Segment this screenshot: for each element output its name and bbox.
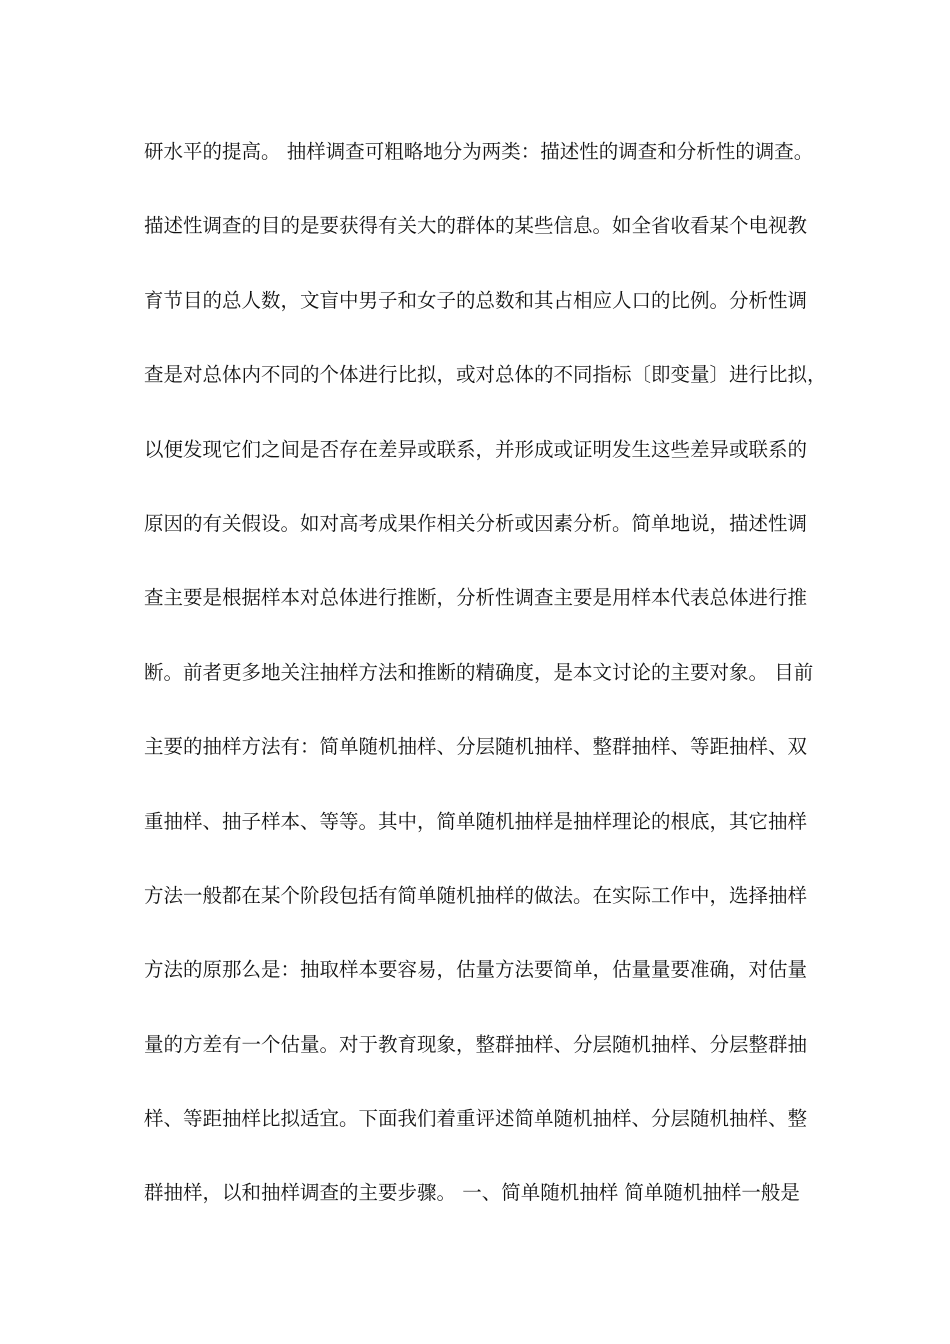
text-line: 以便发现它们之间是否存在差异或联系，并形成或证明发生这些差异或联系的: [144, 437, 808, 461]
text-line: 研水平的提高。 抽样调查可粗略地分为两类：描述性的调查和分析性的调查。: [144, 140, 814, 163]
text-line: 原因的有关假设。如对高考成果作相关分析或因素分析。简单地说，描述性调: [144, 511, 808, 535]
text-line: 方法的原那么是：抽取样本要容易，估量方法要简单，估量量要准确，对估量: [144, 958, 808, 982]
text-line: 查是对总体内不同的个体进行比拟，或对总体的不同指标〔即变量〕进行比拟，: [144, 363, 827, 387]
text-line: 重抽样、抽子样本、等等。其中，简单随机抽样是抽样理论的根底，其它抽样: [144, 809, 808, 833]
text-line: 方法一般都在某个阶段包括有简单随机抽样的做法。在实际工作中，选择抽样: [144, 883, 808, 907]
text-line: 群抽样，以和抽样调查的主要步骤。 一、简单随机抽样 简单随机抽样一般是: [144, 1181, 800, 1205]
body-text: [144, 130, 827, 1246]
text-line: 育节目的总人数，文盲中男子和女子的总数和其占相应人口的比例。分析性调: [144, 288, 808, 312]
text-line: 断。前者更多地关注抽样方法和推断的精确度，是本文讨论的主要对象。 目前: [144, 660, 814, 684]
text-line: 查主要是根据样本对总体进行推断，分析性调查主要是用样本代表总体进行推: [144, 586, 808, 610]
text-line: 描述性调查的目的是要获得有关大的群体的某些信息。如全省收看某个电视教: [144, 214, 808, 238]
text-line: 样、等距抽样比拟适宜。下面我们着重评述简单随机抽样、分层随机抽样、整: [144, 1107, 808, 1131]
text-line: 量的方差有一个估量。对于教育现象，整群抽样、分层随机抽样、分层整群抽: [144, 1032, 808, 1056]
text-line: 主要的抽样方法有：简单随机抽样、分层随机抽样、整群抽样、等距抽样、双: [144, 735, 808, 759]
